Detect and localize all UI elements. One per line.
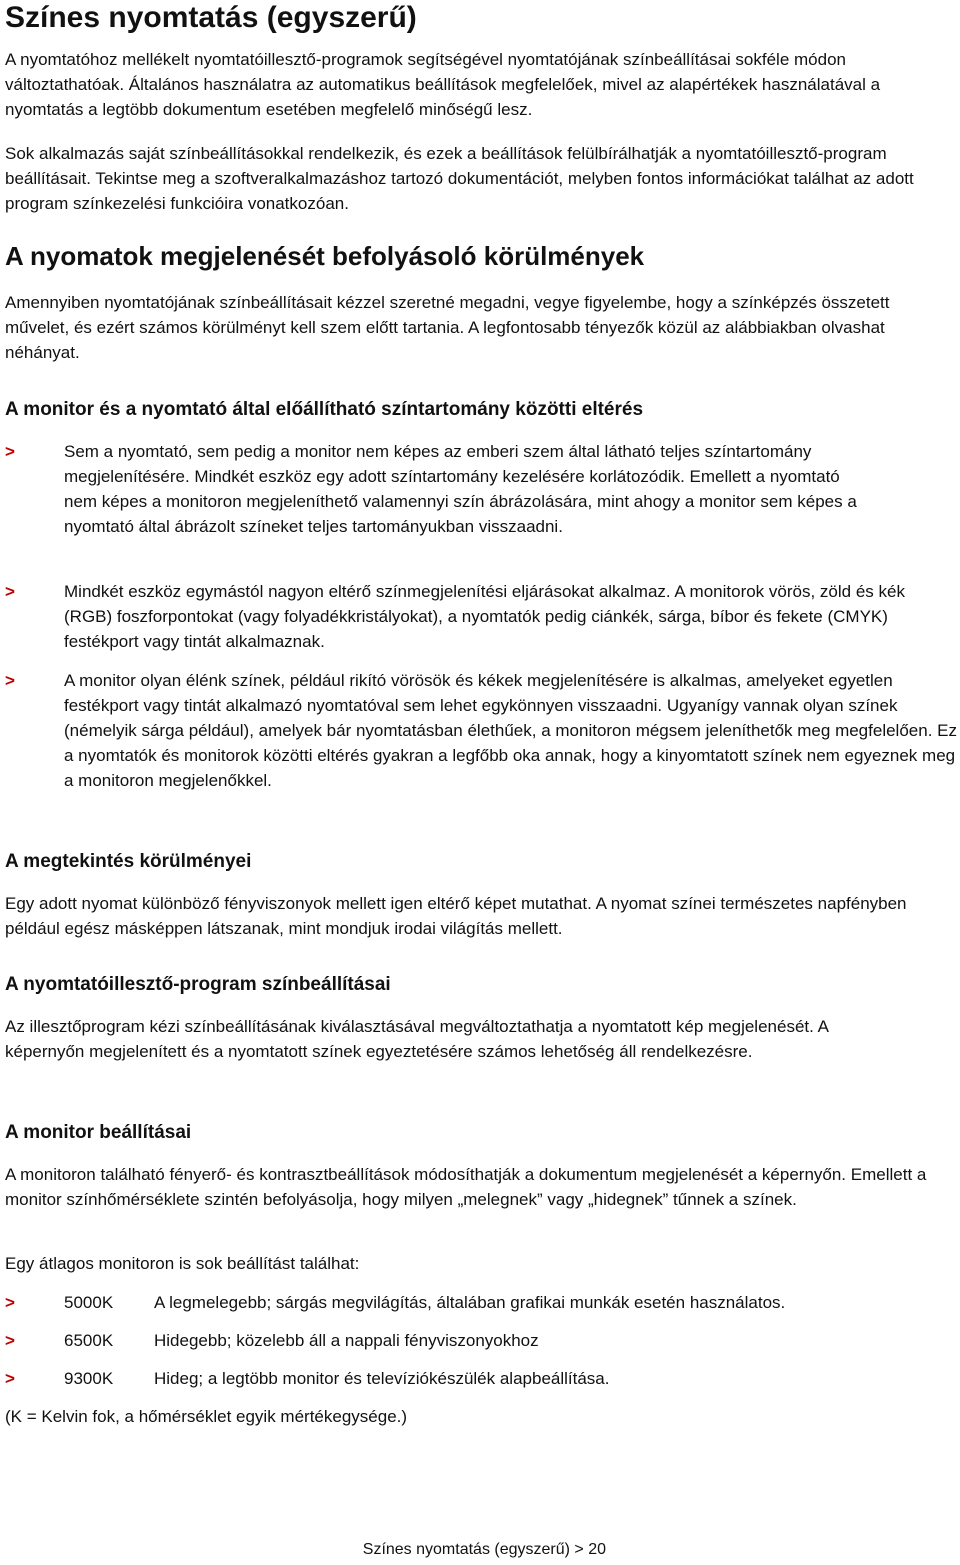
gamut-bullet-2	[5, 579, 949, 654]
kelvin-note: (K = Kelvin fok, a hőmérséklet egyik mértékegysége.)	[5, 1407, 408, 1426]
kelvin-description: Hidegebb; közelebb áll a nappali fényviszonyokhoz	[154, 1331, 539, 1350]
page-footer	[0, 1540, 952, 1560]
viewing-heading: A megtekintés körülményei	[5, 851, 252, 872]
page-title: Színes nyomtatás (egyszerű)	[5, 1, 417, 34]
gamut-bullet-1	[5, 439, 864, 539]
monitor-paragraph: A monitoron található fényerő- és kontrasztbeállítások módosíthatják a dokumentum megjelenését a képernyőn. Emellett a monitor színhőmérséklete szintén befolyásolja, hogy milyen „melegnek” vagy „hidegnek” tűnnek a színek.	[5, 1165, 927, 1209]
driver-heading: A nyomtatóillesztő-program színbeállításai	[5, 974, 391, 995]
kelvin-item-6500	[5, 1328, 957, 1353]
driver-paragraph: Az illesztőprogram kézi színbeállításának kiválasztásával megváltoztathatja a nyomtatott kép megjelenését. A képernyőn megjelenített és a nyomtatott színek egyeztetésére számos lehetőség áll rendelkezésre.	[5, 1017, 829, 1061]
kelvin-value: 9300K	[64, 1369, 114, 1388]
bullet-text: Sem a nyomtató, sem pedig a monitor nem képes az emberi szem által látható teljes színtartomány megjelenítésére. Mindkét eszköz egy adott színtartomány kezelésére korlátozódik. Emellett a nyomtató nem képes a monitoron megjeleníthető valamennyi szín ábrázolására, mint ahogy a monitor sem képes a nyomtató által ábrázolt színeket teljes tartományukban visszaadni.	[64, 442, 857, 536]
kelvin-item-5000	[5, 1290, 957, 1315]
intro-paragraph-1: A nyomtatóhoz mellékelt nyomtatóillesztő-programok segítségével nyomtatójának színbeállításai sokféle módon változtathatóak. Általános használatra az automatikus beállítások megfelelőek, mivel az alapértékek használatával a nyomtatás a legtöbb dokumentum esetében megfelelő minőségű lesz.	[5, 50, 881, 119]
intro-paragraph-2: Sok alkalmazás saját színbeállításokkal rendelkezik, és ezek a beállítások felülbírálhatják a nyomtatóillesztő-program beállításait. Tekintse meg a szoftveralkalmazáshoz tartozó dokumentációt, melyben fontos információkat találhat az adott program színkezelési funkcióira vonatkozóan.	[5, 144, 914, 213]
gamut-heading: A monitor és a nyomtató által előállítható színtartomány közötti eltérés	[5, 399, 644, 420]
bullet-text: A monitor olyan élénk színek, például rikító vörösök és kékek megjelenítésére is alkalmas, amelyeket egyetlen festékport vagy tintát alkalmazó nyomtatóval sem lehet egykönnyen visszaadni. Ugyanígy vannak olyan színek (némelyik sárga például), amelyek bár nyomtatásban élethűek, a monitoron mégsem jeleníthetők meg megfelelően. Ez a nyomtatók és monitorok közötti eltérés gyakran a legfőbb oka annak, hogy a kinyomtatott színek nem egyeznek meg a monitoron megjelenőkkel.	[64, 671, 957, 790]
bullet-mark: >	[5, 1331, 15, 1350]
gamut-bullet-3	[5, 668, 959, 793]
bullet-mark: >	[5, 1369, 15, 1388]
kelvin-description: Hideg; a legtöbb monitor és televíziókészülék alapbeállítása.	[154, 1369, 610, 1388]
bullet-mark: >	[5, 671, 15, 690]
section-intro-paragraph: Amennyiben nyomtatójának színbeállításait kézzel szeretné megadni, vegye figyelembe, hogy a színképzés összetett művelet, és ezért számos körülményt kell szem előtt tartania. A legfontosabb tényezők közül az alábbiakban olvashat néhányat.	[5, 293, 890, 362]
kelvin-value: 6500K	[64, 1331, 114, 1350]
monitor-list-intro: Egy átlagos monitoron is sok beállítást találhat:	[5, 1254, 360, 1273]
footer-page-reference: Színes nyomtatás (egyszerű) > 20	[362, 1541, 606, 1558]
monitor-heading: A monitor beállításai	[5, 1122, 192, 1143]
kelvin-value: 5000K	[64, 1293, 114, 1312]
section-heading: A nyomatok megjelenését befolyásoló körülmények	[5, 241, 645, 271]
bullet-mark: >	[5, 442, 15, 461]
kelvin-item-9300	[5, 1366, 957, 1391]
viewing-paragraph: Egy adott nyomat különböző fényviszonyok mellett igen eltérő képet mutathat. A nyomat színei természetes napfényben például egész másképpen látszanak, mint mondjuk irodai világítás mellett.	[5, 894, 907, 938]
bullet-text: Mindkét eszköz egymástól nagyon eltérő színmegjelenítési eljárásokat alkalmaz. A monitorok vörös, zöld és kék (RGB) foszforpontokat (vagy folyadékkristályokat), a nyomtatók pedig ciánkék, sárga, bíbor és fekete (CMYK) festékport vagy tintát alkalmaznak.	[64, 582, 905, 651]
bullet-mark: >	[5, 1293, 15, 1312]
bullet-mark: >	[5, 582, 15, 601]
kelvin-description: A legmelegebb; sárgás megvilágítás, általában grafikai munkák esetén használatos.	[154, 1293, 786, 1312]
